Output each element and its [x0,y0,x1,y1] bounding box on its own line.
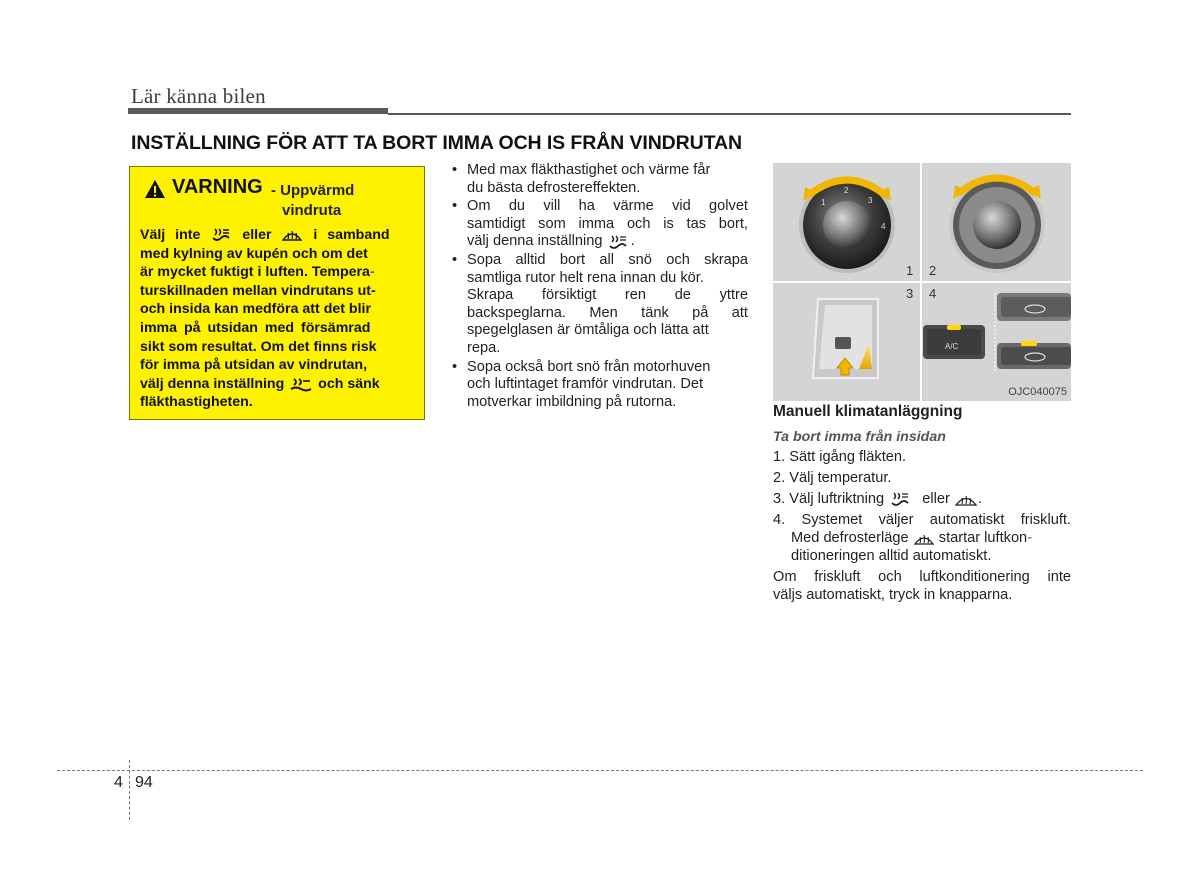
warning-box [129,166,425,420]
list-item: • Med max fläkthastighet och värme får du bästa defrostereffekten. [452,162,748,197]
header-rule-thick [128,108,388,114]
floor-defrost-mode-icon [288,376,314,392]
step-text: 4. Systemet väljer automatiskt friskluft. [773,512,1071,528]
defrost-icon [913,531,935,546]
chapter-number: 4 [114,774,123,791]
footer-rule [57,770,1143,771]
figure-label-2: 2 [929,263,937,278]
step-item [773,511,1071,565]
bullet-line: Sopa också bort snö från motorhuven [467,358,711,375]
step-list [773,448,1071,604]
bullet-line: samtidigt som imma och is tas bort, [467,215,748,232]
hyphen: - [369,264,375,281]
bullet-line: välj denna inställning [467,233,603,250]
step-text: ditioneringen alltid automatiskt. [791,548,992,564]
warning-text-line: eller [242,227,272,243]
defrost-icon [954,491,978,507]
warning-text-line: imma på utsidan med försämrad [140,319,371,336]
running-header: Lär känna bilen [131,84,266,108]
paragraph-line: Om friskluft och luftkonditionering inte [773,569,1071,585]
step-text: eller [922,491,950,507]
knob-mark: 3 [868,196,873,205]
paragraph-line: väljs automatiskt, tryck in knapparna. [773,587,1013,603]
figure-label-4: 4 [929,286,937,301]
knob-mark: 4 [881,222,886,231]
list-item: • Om du vill ha värme vid golvet samtidigt som imma och is tas bort, välj denna inställning . [452,198,748,250]
warning-triangle-icon [144,179,166,199]
step-text-part: startar luftkon [938,530,1028,546]
step-item: 2. Välj temperatur. [773,470,892,486]
step-text: . [977,491,982,507]
step-item [773,490,1071,508]
bullet-line: Om du vill ha värme vid golvet [467,198,748,215]
bullet-line: du bästa defrostereffekten. [467,179,641,196]
warning-text-line: turskillnaden mellan vindrutans ut- [140,282,376,299]
bullet-line: samtliga rutor helt rena innan du kör. [467,269,704,286]
step-text [773,529,1071,547]
figure-code: OJC040075 [1008,386,1067,398]
knob-mark: 1 [821,198,826,207]
floor-defrost-mode-icon [607,234,631,250]
paragraph [773,568,1071,604]
step-item: 1. Sätt igång fläkten. [773,449,907,465]
page-number: 94 [135,774,153,791]
warning-text-line: sikt som resultat. Om det finns risk [140,338,377,355]
warning-text-line: välj denna inställning [140,375,285,392]
list-item: • Sopa alltid bort all snö och skrapa samtliga rutor helt rena innan du kör. Skrapa försiktigt ren de yttre backspeglarna. Men tänk på att spegelglasen är ömtåliga och lätta att repa. [452,251,748,356]
floor-defrost-mode-icon [888,491,914,507]
bullet-list [452,162,748,412]
floor-defrost-mode-icon [210,227,232,243]
subsection-heading: Manuell klimatanläggning [773,403,963,420]
warning-text-line: är mycket fuktigt i luften. Tempera [140,264,370,281]
defrost-icon [281,227,303,243]
figure-label-3: 3 [906,286,914,301]
warning-text-line: och sänk [318,375,380,392]
figure-label-1: 1 [906,263,914,278]
ac-button-label: A/C [945,342,959,351]
bullet-line: . [630,233,635,250]
climate-control-illustration [773,163,1071,401]
warning-text-line: fläkthastigheten. [140,394,253,411]
warning-subtitle-2: vindruta [282,202,342,219]
footer-divider [129,760,130,820]
bullet-line: Sopa alltid bort all snö och skrapa [467,251,748,268]
warning-text-line: i samband [313,227,390,243]
hyphen: - [1027,530,1033,546]
list-item: • Sopa också bort snö från motorhuven och luftintaget framför vindrutan. Det motverkar imbildning på rutorna. [452,359,748,412]
bullet-line: repa. [467,339,501,356]
warning-subtitle: - Uppvärmd [271,182,355,199]
section-title: INSTÄLLNING FÖR ATT TA BORT IMMA OCH IS FRÅN VINDRUTAN [131,132,742,154]
warning-text-line: Välj inte [140,227,201,243]
warning-text-line: med kylning av kupén och om det [140,245,368,262]
bullet-line: spegelglasen är ömtåliga och lätta att [467,322,709,339]
warning-text-line: för imma på utsidan av vindrutan, [140,357,368,374]
bullet-line: Med max fläkthastighet och värme får [467,162,711,178]
header-rule-thin [388,113,1071,115]
step-text: 3. Välj luftriktning [773,491,885,507]
subsection-subheading: Ta bort imma från insidan [773,429,946,445]
warning-text [140,226,416,412]
warning-text-line: och insida kan medföra att det blir [140,301,371,318]
bullet-line: och luftintaget framför vindrutan. Det [467,376,704,393]
climate-control-figure [773,163,1071,401]
step-text-part: Med defrosterläge [791,530,909,546]
bullet-line: backspeglarna. Men tänk på att [467,304,748,321]
warning-word: VARNING [172,176,263,198]
bullet-line: motverkar imbildning på rutorna. [467,393,677,410]
bullet-line: Skrapa försiktigt ren de yttre [467,287,748,304]
knob-mark: 2 [844,186,849,195]
